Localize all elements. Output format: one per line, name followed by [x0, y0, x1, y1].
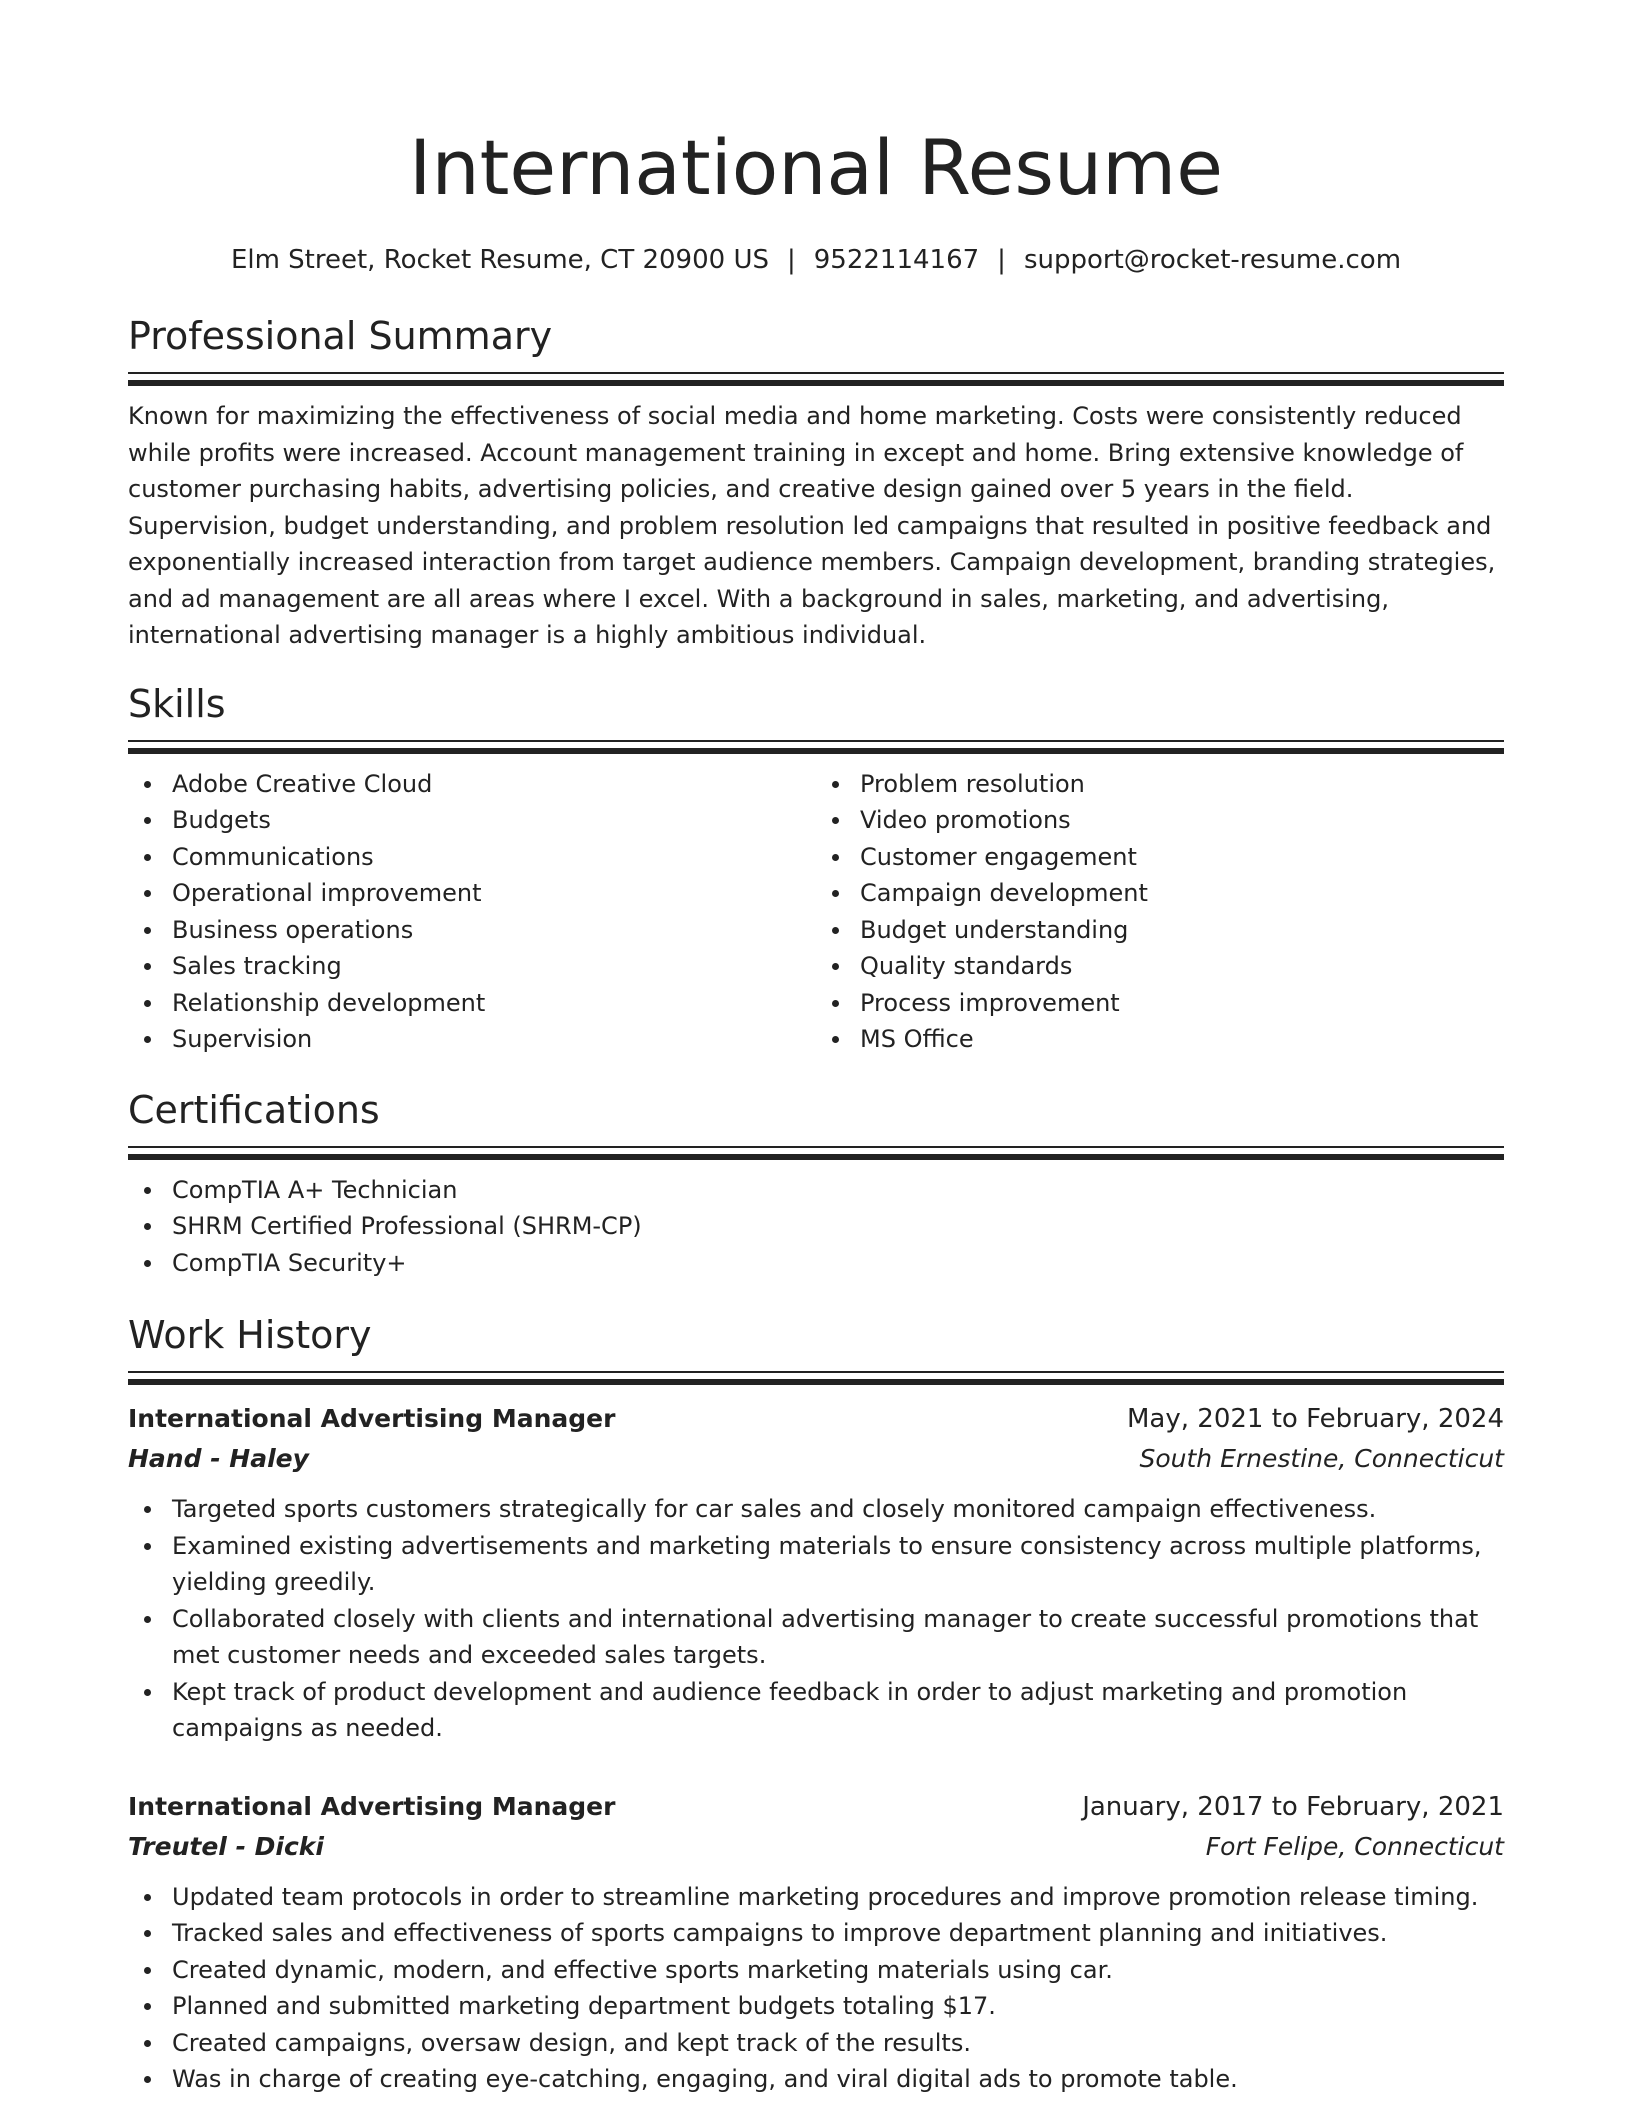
- job-title: International Advertising Manager: [128, 1791, 616, 1821]
- job-dates: January, 2017 to February, 2021: [1082, 1791, 1504, 1822]
- section-divider: [128, 1146, 1504, 1158]
- skills-grid: [128, 766, 1504, 1058]
- job-bullet: Examined existing advertisements and marketing materials to ensure consistency across multiple platforms, yielding greedily.: [128, 1528, 1504, 1601]
- skills-section: [128, 680, 1504, 1058]
- work-history-heading: Work History: [128, 1313, 372, 1357]
- job-company-row: [128, 1439, 1504, 1479]
- skill-item: MS Office: [816, 1021, 1504, 1058]
- certifications-heading: Certifications: [128, 1087, 380, 1132]
- skill-item: Quality standards: [816, 948, 1504, 985]
- skill-item: Budgets: [128, 802, 816, 839]
- summary-text: Known for maximizing the effectiveness of social media and home marketing. Costs were consistently reduced while profits were increased. Account management training in except and home. Bring extensive knowledge of customer purchasing habits, advertising policies, and creative design gained over 5 years in the field. Supervision, budget understanding, and problem resolution led campaigns that resulted in positive feedback and exponentially increased interaction from target audience members. Campaign development, branding strategies, and ad management are all areas where I excel. With a background in sales, marketing, and advertising, international advertising manager is a highly ambitious individual.: [128, 402, 1496, 649]
- contact-address: Elm Street, Rocket Resume, CT 20900 US: [230, 245, 769, 275]
- skill-item: Relationship development: [128, 985, 816, 1022]
- skill-item: Budget understanding: [816, 912, 1504, 949]
- contact-phone: 9522114167: [813, 245, 980, 275]
- skill-item: Customer engagement: [816, 839, 1504, 876]
- job-bullet: Was in charge of creating eye-catching, engaging, and viral digital ads to promote table.: [128, 2061, 1504, 2098]
- summary-section: [128, 312, 1504, 654]
- summary-heading: Professional Summary: [128, 314, 553, 358]
- section-divider: [128, 372, 1504, 384]
- section-divider: [128, 740, 1504, 752]
- skill-item: Supervision: [128, 1021, 816, 1058]
- job-title: International Advertising Manager: [128, 1404, 616, 1433]
- job-bullet: Planned and submitted marketing department budgets totaling $17.: [128, 1988, 1504, 2025]
- job-location: Fort Felipe, Connecticut: [1205, 1831, 1504, 1861]
- skills-heading: Skills: [128, 681, 226, 726]
- job-header-row: [128, 1399, 1504, 1439]
- skills-list-left: [128, 766, 816, 1058]
- job-company: Hand - Haley: [128, 1444, 309, 1473]
- certifications-list: [128, 1172, 1504, 1282]
- section-divider: [128, 1371, 1504, 1383]
- certification-item: SHRM Certified Professional (SHRM-CP): [128, 1208, 1504, 1245]
- jobs-list: [128, 1399, 1504, 2098]
- contact-separator: |: [997, 245, 1006, 275]
- job-location: South Ernestine, Connecticut: [1139, 1444, 1504, 1473]
- contact-line: [128, 242, 1504, 278]
- certification-item: CompTIA Security+: [128, 1245, 1504, 1282]
- skill-item: Video promotions: [816, 802, 1504, 839]
- skill-item: Business operations: [128, 912, 816, 949]
- resume-name: International Resume: [409, 123, 1223, 212]
- skill-item: Adobe Creative Cloud: [128, 766, 816, 803]
- job-bullet: Created dynamic, modern, and effective sports marketing materials using car.: [128, 1952, 1504, 1989]
- job-bullet: Updated team protocols in order to streamline marketing procedures and improve promotion release timing.: [128, 1879, 1504, 1916]
- contact-separator: |: [786, 245, 796, 275]
- job-bullet-list: [128, 1879, 1504, 2098]
- job-dates: May, 2021 to February, 2024: [1127, 1404, 1504, 1434]
- job-bullet: Tracked sales and effectiveness of sports campaigns to improve department planning and initiatives.: [128, 1915, 1504, 1952]
- job-company: Treutel - Dicki: [128, 1831, 324, 1861]
- skill-item: Communications: [128, 839, 816, 876]
- job-bullet: Targeted sports customers strategically for car sales and closely monitored campaign effectiveness.: [128, 1491, 1504, 1528]
- job-bullet-list: [128, 1491, 1504, 1747]
- certification-item: CompTIA A+ Technician: [128, 1172, 1504, 1209]
- skill-item: Process improvement: [816, 985, 1504, 1022]
- job-entry: [128, 1787, 1504, 2098]
- job-header-row: [128, 1787, 1504, 1827]
- skill-item: Operational improvement: [128, 875, 816, 912]
- skill-item: Problem resolution: [816, 766, 1504, 803]
- job-company-row: [128, 1827, 1504, 1867]
- job-bullet: Created campaigns, oversaw design, and kept track of the results.: [128, 2025, 1504, 2062]
- skills-list-right: [816, 766, 1504, 1058]
- skill-item: Campaign development: [816, 875, 1504, 912]
- certifications-section: [128, 1086, 1504, 1282]
- job-bullet: Collaborated closely with clients and international advertising manager to create successful promotions that met customer needs and exceeded sales targets.: [128, 1601, 1504, 1674]
- job-bullet: Kept track of product development and audience feedback in order to adjust marketing and promotion campaigns as needed.: [128, 1674, 1504, 1747]
- skill-item: Sales tracking: [128, 948, 816, 985]
- job-entry: [128, 1399, 1504, 1747]
- work-history-section: [128, 1311, 1504, 2098]
- contact-email: support@rocket-resume.com: [1023, 245, 1402, 275]
